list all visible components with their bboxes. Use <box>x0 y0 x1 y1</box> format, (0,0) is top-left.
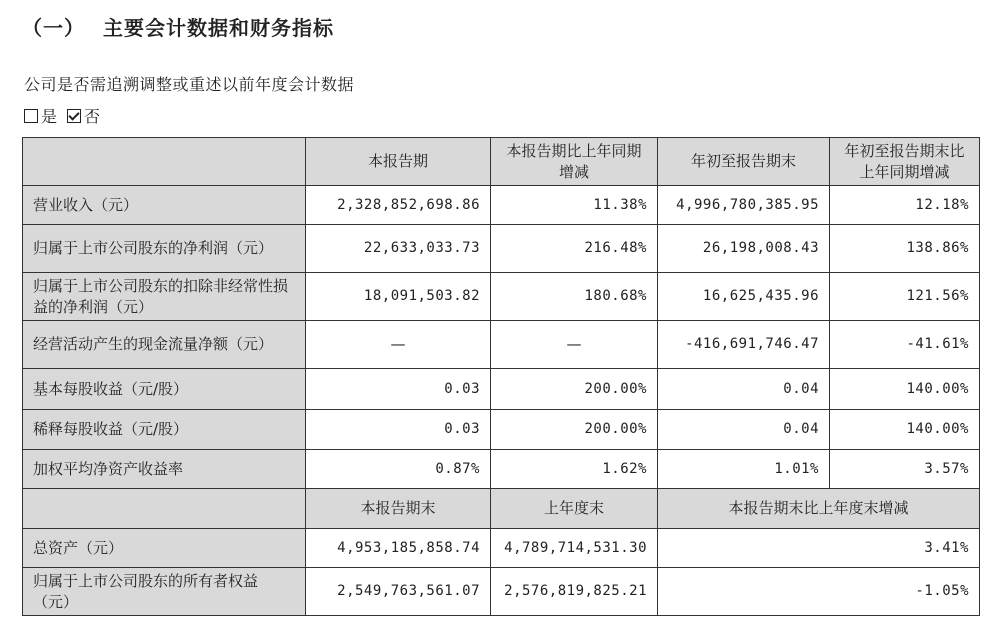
restatement-options <box>24 104 110 127</box>
option-no[interactable] <box>67 104 100 127</box>
cell-value: 0.03 <box>306 369 491 410</box>
header-ytd: 年初至报告期末 <box>658 138 830 186</box>
table2-header-row <box>23 489 980 529</box>
row-label: 归属于上市公司股东的净利润（元） <box>23 225 306 273</box>
cell-value: 216.48% <box>491 225 658 273</box>
cell-value: 4,953,185,858.74 <box>306 529 491 568</box>
table1-header-row <box>23 138 980 186</box>
cell-value: 0.04 <box>658 369 830 410</box>
row-label: 基本每股收益（元/股） <box>23 369 306 410</box>
cell-value: -1.05% <box>658 568 980 616</box>
header-blank <box>23 138 306 186</box>
checkbox-icon-checked[interactable] <box>67 109 81 123</box>
table-row <box>23 410 980 450</box>
cell-value: — <box>491 321 658 369</box>
section-title-number: （一） <box>22 16 85 40</box>
cell-value: 0.87% <box>306 450 491 489</box>
restatement-question: 公司是否需追溯调整或重述以前年度会计数据 <box>24 75 355 94</box>
cell-value: 1.01% <box>658 450 830 489</box>
table-row <box>23 186 980 225</box>
table-row <box>23 450 980 489</box>
cell-value: 140.00% <box>830 369 980 410</box>
cell-value: 26,198,008.43 <box>658 225 830 273</box>
table-row <box>23 568 980 616</box>
option-no-label: 否 <box>84 107 101 126</box>
cell-value: — <box>306 321 491 369</box>
header-period-end-change: 本报告期末比上年度末增减 <box>658 489 980 529</box>
cell-value: 180.68% <box>491 273 658 321</box>
section-title-text: 主要会计数据和财务指标 <box>103 16 334 40</box>
header-current-period: 本报告期 <box>306 138 491 186</box>
cell-value: 22,633,033.73 <box>306 225 491 273</box>
cell-value: 2,549,763,561.07 <box>306 568 491 616</box>
cell-value: 140.00% <box>830 410 980 450</box>
row-label: 归属于上市公司股东的扣除非经常性损益的净利润（元） <box>23 273 306 321</box>
cell-value: 12.18% <box>830 186 980 225</box>
option-yes[interactable] <box>24 104 57 127</box>
cell-value: 3.41% <box>658 529 980 568</box>
table-row <box>23 321 980 369</box>
cell-value: 200.00% <box>491 410 658 450</box>
header-blank <box>23 489 306 529</box>
cell-value: 18,091,503.82 <box>306 273 491 321</box>
header-prior-year-end: 上年度末 <box>491 489 658 529</box>
row-label: 营业收入（元） <box>23 186 306 225</box>
option-yes-label: 是 <box>41 107 58 126</box>
cell-value: 4,996,780,385.95 <box>658 186 830 225</box>
header-current-period-yoy: 本报告期比上年同期增减 <box>491 138 658 186</box>
cell-value: 2,576,819,825.21 <box>491 568 658 616</box>
row-label: 总资产（元） <box>23 529 306 568</box>
cell-value: 0.03 <box>306 410 491 450</box>
cell-value: 11.38% <box>491 186 658 225</box>
row-label: 归属于上市公司股东的所有者权益（元） <box>23 568 306 616</box>
section-title <box>22 12 334 41</box>
table-row <box>23 273 980 321</box>
row-label: 经营活动产生的现金流量净额（元） <box>23 321 306 369</box>
cell-value: 4,789,714,531.30 <box>491 529 658 568</box>
row-label: 加权平均净资产收益率 <box>23 450 306 489</box>
financial-data-table <box>22 137 980 616</box>
checkbox-icon-unchecked[interactable] <box>24 109 38 123</box>
cell-value: 2,328,852,698.86 <box>306 186 491 225</box>
header-period-end: 本报告期末 <box>306 489 491 529</box>
cell-value: -416,691,746.47 <box>658 321 830 369</box>
cell-value: 200.00% <box>491 369 658 410</box>
cell-value: 16,625,435.96 <box>658 273 830 321</box>
table-row <box>23 369 980 410</box>
header-ytd-yoy: 年初至报告期末比上年同期增减 <box>830 138 980 186</box>
table-row <box>23 529 980 568</box>
cell-value: 1.62% <box>491 450 658 489</box>
cell-value: 3.57% <box>830 450 980 489</box>
cell-value: 121.56% <box>830 273 980 321</box>
cell-value: -41.61% <box>830 321 980 369</box>
cell-value: 138.86% <box>830 225 980 273</box>
table-row <box>23 225 980 273</box>
row-label: 稀释每股收益（元/股） <box>23 410 306 450</box>
cell-value: 0.04 <box>658 410 830 450</box>
